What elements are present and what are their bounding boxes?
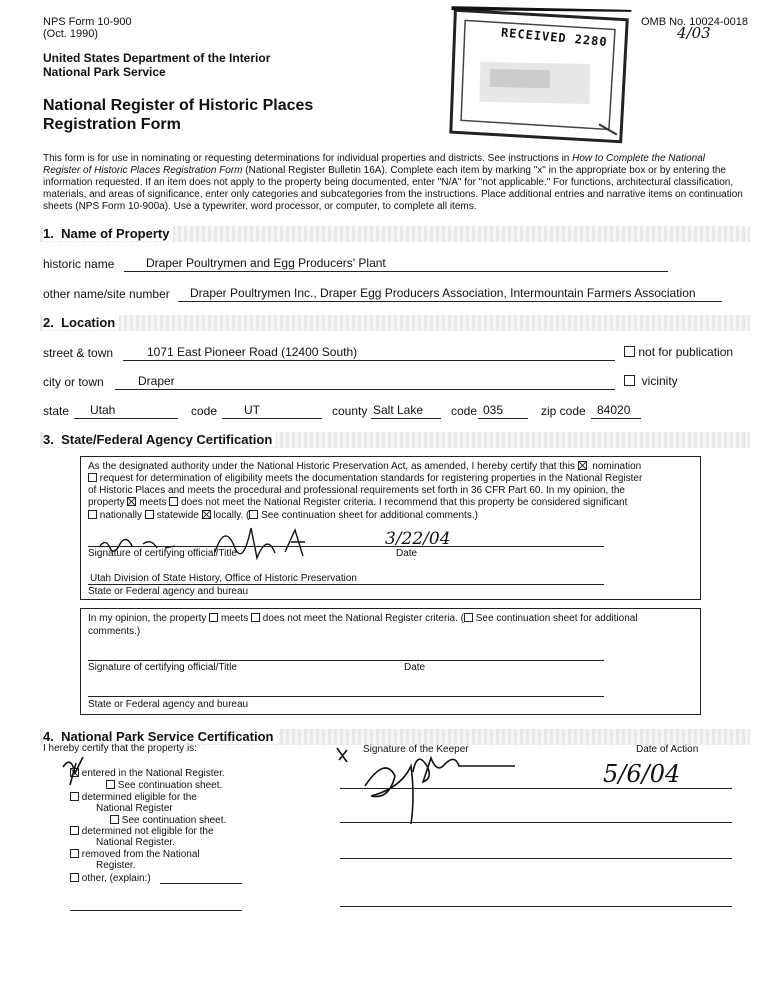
opinion-line-2: comments.): [88, 626, 141, 637]
received-stamp-text: RECEIVED 2280: [500, 25, 609, 50]
section-1-heading: [43, 226, 173, 241]
date-label: Date: [396, 548, 418, 559]
section-1-number: 1.: [43, 226, 54, 241]
county-line: [371, 418, 441, 419]
other-name-label: other name/site number: [43, 287, 170, 301]
intro-part-1: This form is for use in nominating or requesting determinations for individual properties and districts. See instructions in: [43, 153, 573, 164]
state-value[interactable]: Utah: [90, 403, 116, 417]
determination-checkbox[interactable]: [88, 473, 97, 482]
opinion-signature-label: Signature of certifying official/Title: [88, 662, 237, 673]
cert-line-5: [88, 510, 698, 522]
cert-line-1-text: As the designated authority under the National Historic Preservation Act, as amended, I hereby certify that this: [88, 461, 575, 472]
det-eligible-label-2: National Register: [96, 803, 173, 814]
cert-property-label: property: [88, 497, 125, 508]
signature-label: Signature of certifying official/Title: [88, 548, 237, 559]
opinion-text-b: does not meet the National Register criteria. (: [262, 613, 464, 624]
county-value[interactable]: Salt Lake: [373, 403, 424, 417]
keeper-line-4: [340, 906, 732, 907]
nomination-label: nomination: [592, 461, 642, 472]
vicinity[interactable]: [624, 374, 678, 388]
form-number: NPS Form 10-900: [43, 16, 132, 28]
signature-line: [88, 546, 604, 547]
det-eligible-label: determined eligible for the: [81, 792, 197, 803]
opinion-continuation-checkbox[interactable]: [464, 613, 473, 622]
section-3-heading: [43, 432, 276, 447]
removed-checkbox[interactable]: [70, 849, 79, 858]
locally-label: locally. (: [213, 510, 250, 521]
intro-text: [43, 153, 743, 213]
not-for-publication-checkbox[interactable]: [624, 346, 635, 357]
nationally-label: nationally: [99, 510, 143, 521]
opinion-date-label: Date: [404, 662, 426, 673]
det-eligible-checkbox[interactable]: [70, 792, 79, 801]
keeper-signature: [335, 742, 515, 832]
street-label: street & town: [43, 346, 114, 360]
omb-number: OMB No. 10024-0018: [641, 16, 749, 28]
page-title: National Register of Historic Places: [43, 97, 314, 114]
not-for-publication[interactable]: [624, 345, 733, 359]
city-label: city or town: [43, 375, 104, 389]
section-1-title: Name of Property: [61, 226, 170, 241]
section-2-band: [40, 315, 750, 331]
entered-option[interactable]: [70, 768, 225, 780]
code-value[interactable]: UT: [244, 403, 260, 417]
det-eligible-continuation-label: See continuation sheet.: [121, 815, 227, 826]
det-not-label-2: National Register.: [96, 837, 175, 848]
zip-label: zip code: [541, 404, 586, 418]
intro-italic: How to Complete the National Register of Historic Places Registration Form: [43, 153, 705, 176]
cert-line-1: [88, 461, 698, 473]
section-4-title: National Park Service Certification: [61, 729, 274, 744]
removed-label-2: Register.: [96, 860, 136, 871]
see-continuation-checkbox[interactable]: [249, 510, 258, 519]
nationally-checkbox[interactable]: [88, 510, 97, 519]
page-subtitle: Registration Form: [43, 116, 181, 133]
agency-line: [88, 584, 604, 585]
agency-label: State or Federal agency and bureau: [88, 586, 249, 597]
entered-continuation-checkbox[interactable]: [106, 780, 115, 789]
statewide-label: statewide: [156, 510, 199, 521]
removed-label: removed from the National: [81, 849, 200, 860]
opinion-does-not-meet-checkbox[interactable]: [251, 613, 260, 622]
code-line: [222, 418, 322, 419]
cert-line-2: [88, 473, 698, 485]
det-not-label: determined not eligible for the: [81, 826, 214, 837]
det-not-checkbox[interactable]: [70, 826, 79, 835]
omb-handwritten-note: 4/03: [677, 24, 711, 42]
opinion-agency-line: [88, 696, 604, 697]
state-line: [74, 418, 178, 419]
action-date-handwritten: 5/6/04: [603, 760, 681, 788]
cert-line-4: [88, 497, 698, 509]
other-label: other, (explain:): [81, 873, 151, 884]
state-label: state: [43, 404, 70, 418]
entered-check-mark: [60, 757, 86, 787]
nps-certify-text: I hereby certify that the property is:: [43, 743, 197, 754]
other-name-value[interactable]: Draper Poultrymen Inc., Draper Egg Producers Association, Intermountain Farmers Association: [190, 286, 696, 300]
street-line: [123, 360, 615, 361]
opinion-agency-label: State or Federal agency and bureau: [88, 699, 249, 710]
not-for-publication-label: not for publication: [638, 345, 734, 359]
det-eligible-continuation-checkbox[interactable]: [110, 815, 119, 824]
zip-line: [591, 418, 641, 419]
keeper-line-3: [340, 858, 732, 859]
entered-continuation-label: See continuation sheet.: [117, 780, 223, 791]
historic-name-value[interactable]: Draper Poultrymen and Egg Producers' Plant: [146, 256, 386, 270]
city-line: [115, 389, 615, 390]
does-not-meet-checkbox[interactable]: [169, 497, 178, 506]
agency-value[interactable]: Utah Division of State History, Office of Historic Preservation: [90, 573, 357, 584]
section-3-number: 3.: [43, 432, 54, 447]
vicinity-label: vicinity: [641, 374, 678, 388]
nomination-checkbox[interactable]: [578, 461, 587, 470]
historic-name-label: historic name: [43, 257, 115, 271]
date-of-action-label: Date of Action: [636, 744, 699, 755]
received-stamp-graphic: [449, 6, 632, 148]
vicinity-checkbox[interactable]: [624, 375, 635, 386]
section-3-title: State/Federal Agency Certification: [61, 432, 273, 447]
entered-label: entered in the National Register.: [81, 768, 225, 779]
meets-checkbox[interactable]: [127, 497, 136, 506]
opinion-meets-checkbox[interactable]: [209, 613, 218, 622]
section-2-title: Location: [61, 315, 116, 330]
street-value[interactable]: 1071 East Pioneer Road (12400 South): [147, 345, 358, 359]
county-code-label: code: [451, 404, 478, 418]
meets-label: meets: [139, 497, 167, 508]
department-name: United States Department of the Interior: [43, 51, 271, 65]
other-checkbox[interactable]: [70, 873, 79, 882]
keeper-line-1: [340, 788, 732, 789]
zip-value[interactable]: 84020: [597, 403, 631, 417]
county-label: county: [332, 404, 368, 418]
cert-line-3: of Historic Places and meets the procedural and professional requirements set forth in 36 CFR Part 60. In my opinion, the: [88, 485, 625, 496]
opinion-text-a: In my opinion, the property: [88, 613, 207, 624]
opinion-text-c: See continuation sheet for additional: [475, 613, 638, 624]
keeper-label: Signature of the Keeper: [363, 744, 469, 755]
section-2-number: 2.: [43, 315, 54, 330]
section-2-heading: [43, 315, 119, 330]
other-name-line: [178, 301, 722, 302]
received-stamp: [449, 6, 632, 148]
city-value[interactable]: Draper: [138, 374, 175, 388]
cert-line-2-text: request for determination of eligibility meets the documentation standards for registering properties in the National Register: [99, 473, 643, 484]
cert-line-4-text: does not meet the National Register criteria. I recommend that this property be considered significant: [181, 497, 628, 508]
county-code-value[interactable]: 035: [483, 403, 504, 417]
keeper-line-2: [340, 822, 732, 823]
statewide-checkbox[interactable]: [145, 510, 154, 519]
other-explain-line[interactable]: [160, 883, 242, 884]
section-4-heading: [43, 729, 278, 744]
see-continuation-label: See continuation sheet for additional comments.): [261, 510, 478, 521]
opinion-meets-label: meets: [220, 613, 249, 624]
signature-date-handwritten: 3/22/04: [385, 529, 451, 549]
section-4-number: 4.: [43, 729, 54, 744]
entered-continuation[interactable]: [106, 780, 222, 792]
opinion-line-1: [88, 613, 696, 625]
service-name: National Park Service: [43, 65, 166, 79]
code-label: code: [191, 404, 218, 418]
county-code-line: [478, 418, 528, 419]
historic-name-line: [124, 271, 668, 272]
other-option[interactable]: [70, 873, 151, 885]
form-date: (Oct. 1990): [43, 28, 99, 40]
opinion-signature-line: [88, 660, 604, 661]
locally-checkbox[interactable]: [202, 510, 211, 519]
intro-part-2: (National Register Bulletin 16A). Complete each item by marking "x" in the appropriate box or by entering the information requested. If an item does not apply to the property being documented, enter "N/A" for "not applicable." For functions, architectural classification, materials, and areas of significance, enter only categories and subcategories from the instructions. Place additional entries and narrative items on continuation sheets (NPS Form 10-900a). Use a typewriter, word processor, or computer, to complete all items.: [43, 165, 743, 212]
other-explain-line-2[interactable]: [70, 910, 242, 911]
